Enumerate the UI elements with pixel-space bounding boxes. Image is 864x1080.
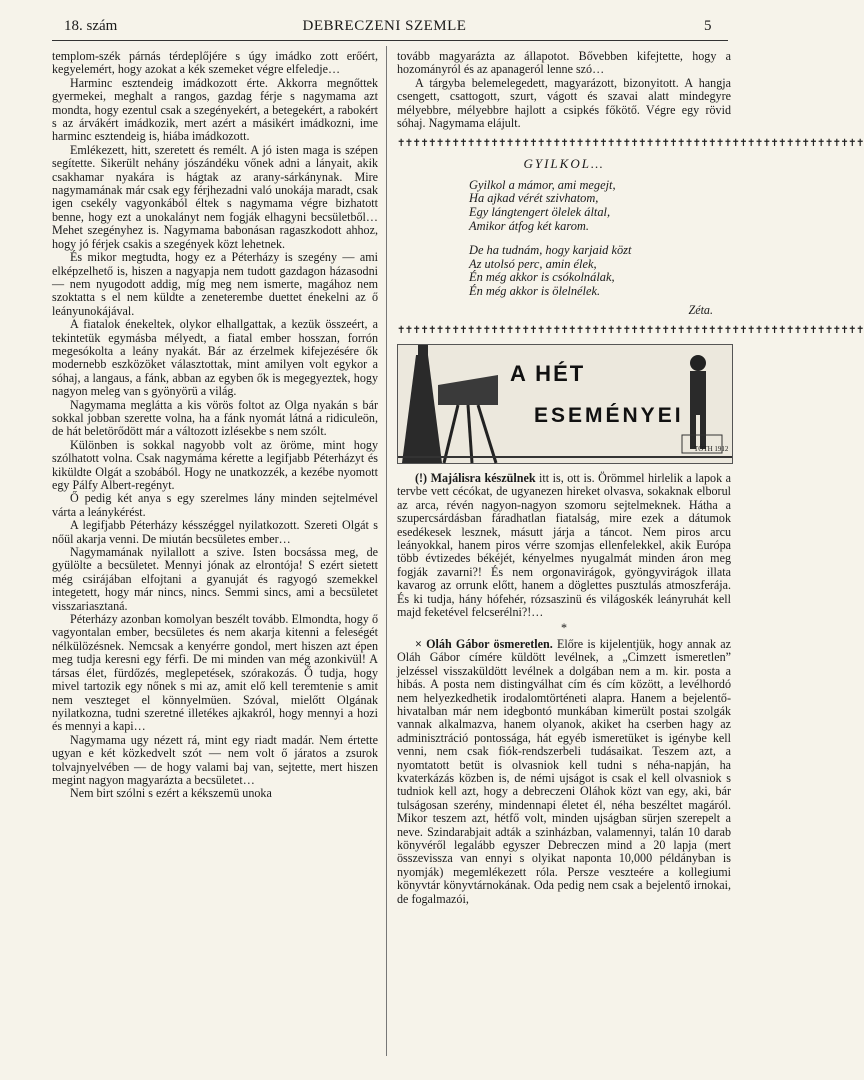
paragraph: Emlékezett, hitt, szeretett és remélt. A jó isten maga is szépen segítette. Sikerült nehány jószándéku vőnek adni a lányait, akik csakhamar nyakára is hágtak az arany-sárkánynak. Mire nagymamának már csak egy férjhezadni való unokája maradt, csak igen csekély vagyonkából éltek s nagymama végre bizhatott benne, hogy ezt a unokalányt nem fogják elhagyni becsületből… Mehet szegényhez is. Nagymama babonásan ragaszkodott ahhoz, hogy jó férjek csakis a szegények közt lehetnek. bbox=[52, 142, 378, 251]
poem-line: Gyilkol a mámor, ami megejt, bbox=[469, 177, 616, 192]
paragraph: Ő pedig két anya s egy szerelmes lány minden sejtelmével várta a leánykérést. bbox=[52, 491, 378, 519]
banner-title-line1: A HÉT bbox=[510, 361, 586, 386]
paragraph: A tárgyba belemelegedett, magyarázott, bizonyitott. A hangja csengett, csattogott, szurt, vágott és szavai alatt mindegyre mélyebbre, mélyebbre hajlott a csipkés főkötő. Végre egy rövid sóhaj. Nagymama elájult. bbox=[397, 75, 731, 131]
journal-title: DEBRECZENI SZEMLE bbox=[302, 18, 467, 34]
news-item bbox=[397, 472, 731, 619]
paragraph: Harminc esztendeig imádkozott érte. Akkorra megnőttek gyermekei, meghalt a rangos, gazdag férje s nagymama azt mondta, hogy ezentul csak a szegényekért, a betegekért, a rabokért s az árvákért imádkozik, mert azért a másikért imádkozni, ime harminc esztendeig is, hiába imádkozott. bbox=[52, 75, 378, 144]
news-body: Előre is kijelentjük, hogy annak az Oláh Gábor címére küldött levélnek, a „Cimzett ismeretlen” jelzéssel visszaküldött levélnek a dolgában nem a m. kir. posta a hibás. A posta nem distingválhat cím és cím között, a levélhordó nem helyezkedhetik irodalomtörténeti alapra. Hanem a bejelentő-hivatalban már nem idegbontó munkában kimerült postai szolgák vannak alkalmazva, hanem olyanok, akiket ha cserben hagy az adminisztráció pontossága, hát egyéb ismeretüket is igénybe kell venni, nem csak fiók-rendszerbeli tudásaikat. Teszem azt, a nyomtatott betüt is olvasniok kell tudni s néha-napján, ha kvaterkázás közben is, de némi ujságot is csak el kell olvasniok s tudniok kell azt, hogy a debreczeni Oláhok közt van egy, aki, bár tulságosan szerény, mindennapi életet él, néha beszéltet magáról. Mikor teszem azt, hétfő volt, minden ujságban sürjen szerepelt a neve. Szindarabjait adták a szinházban, valamennyi, talán 10 darab könyvéről legalább egyszer Debreczen mind a 20 lapja (mert összevissza van ennyi s olyikat naponta 10,000 példányban is nyomják) megemlékezett róla. Persze veszteére a kollegiumi könyvtár könyvtárnokának. Oda pedig nem csak a bejelentő irnokai, de fogalmazói, bbox=[397, 636, 731, 906]
ornamental-divider: ✝✝✝✝✝✝✝✝✝✝✝✝✝✝✝✝✝✝✝✝✝✝✝✝✝✝✝✝✝✝✝✝✝✝✝✝✝✝✝✝✝✝✝✝✝✝✝✝✝✝✝✝✝✝✝✝✝✝✝✝ bbox=[397, 138, 864, 150]
poem-line: Az utolsó perc, amin élek, bbox=[469, 256, 597, 271]
poem-line: Én még akkor is ölelnélek. bbox=[469, 284, 601, 298]
paragraph: Különben is sokkal nagyobb volt az öröme, mint hogy szólhatott volna. Csak nagymáma kérette a legifjabb Péterházyt és kiküldte Olgát a szobából. Hogy ne unatkozzék, a kezébe nyomott egy Pálfy Albert-regényt. bbox=[52, 437, 378, 492]
news-headline: (!) Majálisra készülnek bbox=[415, 471, 536, 485]
section-banner-illustration bbox=[397, 344, 733, 464]
poem-line: De ha tudnám, hogy karjaid közt bbox=[469, 243, 632, 258]
news-body: itt is, ott is. Örömmel hirlelik a lapok a tervbe vett cécókat, de ugyanezen hireket olvasva, sokaknak elborul az arca, révén nagyon-nagyon szomoru sejtelmeknek. Hátha a szupercsárdásban fáradhatlan fiatalság, mire ezek a dátumok esedékesek lesznek, másutt járja a táncot. Nem piros arcu leányokkal, hanem piros vérre szomjas ellenfelekkel, akik Európa több évtizedes békéjét, kényelmes nyugalmát minden áron meg fogják zavarni?! És nem orgonavirágok, gyöngyvirágok illata kavarog az orrunk előtt, hanem a döglettes pusztulás atmoszferája. És ki tudja, hány hófehér, rózsaszinü és világoskék leányruhát kell majd feketével felcserélni?!… bbox=[397, 471, 731, 620]
paragraph: A legifjabb Péterházy késszéggel nyilatkozott. Szereti Olgát s nőül akarja venni. De miután becsületes ember… bbox=[52, 518, 378, 546]
page-header bbox=[0, 0, 769, 44]
figure-head bbox=[690, 355, 706, 371]
poem-stanza bbox=[469, 244, 731, 298]
figure-body bbox=[690, 371, 706, 415]
news-headline: × Oláh Gábor ösmeretlen. bbox=[415, 636, 553, 651]
paragraph: Nagymama ugy nézett rá, mint egy riadt madár. Nem értette ugyan e két közkedvelt szót — nem volt ő járatos a zsurok tolvajnyelvében — de hogy valami baj van, sejtette, mert hiszen megint nagyon magyarázta a becsületet… bbox=[52, 732, 378, 787]
news-item bbox=[397, 638, 731, 906]
page-number: 5 bbox=[704, 18, 712, 34]
column-divider bbox=[386, 46, 387, 1056]
poem-line: Egy lángtengert ölelek által, bbox=[469, 205, 611, 220]
poem-line: Ha ajkad vérét szivhatom, bbox=[469, 191, 599, 206]
tower-top bbox=[418, 345, 428, 359]
paragraph: A fiatalok énekeltek, olykor elhallgattak, a kezük összeért, a tekintetük egymásba mélyedt, a fiatal ember hosszan, forrón megesókolta a leány nyakát. Bár az érzelmek kifejezésére ők modernebb eszközöket választottak, mint amilyen volt egykor a sóhaj, a langaus, a fánk, abban az egyben ők is megegyeztek, hogy nagyon meleg van s gyönyörü a világ. bbox=[52, 317, 378, 399]
banner-title-line2: ESEMÉNYEI bbox=[534, 404, 684, 427]
paragraph: Nagymamának nyilallott a szive. Isten bocsássa meg, de gyülölte a becsületet. Mennyi jónak az elrontója! S ezért sietett még csirájában elfojtani a gyanuját és ragyogó szemekkel integetett, hogy már nincs, nincs. Semmi sincs, ami a becsületet visszariasztaná. bbox=[52, 545, 378, 613]
banner-signature: TÓTH 1912 bbox=[694, 445, 729, 453]
poem-line: Én még akkor is csókolnálak, bbox=[469, 270, 615, 285]
ornamental-divider: ✝✝✝✝✝✝✝✝✝✝✝✝✝✝✝✝✝✝✝✝✝✝✝✝✝✝✝✝✝✝✝✝✝✝✝✝✝✝✝✝✝✝✝✝✝✝✝✝✝✝✝✝✝✝✝✝✝✝✝✝ bbox=[397, 325, 864, 336]
poem-title: GYILKOL… bbox=[523, 156, 605, 172]
paragraph: Nem birt szólni s ezért a kékszemü unoka bbox=[70, 786, 272, 801]
right-column bbox=[397, 49, 864, 1060]
poem bbox=[469, 179, 731, 299]
asterisk-separator: * bbox=[560, 621, 568, 636]
left-column bbox=[52, 50, 378, 1060]
paragraph: templom-szék párnás térdeplőjére s úgy imádko zott erőért, kegyelemért, hogy azokat a kék szemeket végre elfeledje… bbox=[52, 49, 378, 77]
poem-line: Amikor átfog két karom. bbox=[469, 218, 589, 233]
paragraph: És mikor megtudta, hogy ez a Péterházy is szegény — ami elképzelhető is, hiszen a nagyapja nem tudott gazdagon házasodni — nem nyugodott addig, míg meg nem ismerte, magához nem szoktatta s el nem küldte a zeneterembe duettet énekelni az ő leányunokájával. bbox=[52, 250, 378, 318]
header-rule bbox=[52, 40, 728, 41]
poem-author: Zéta. bbox=[688, 302, 713, 317]
paragraph: Péterházy azonban komolyan beszélt tovább. Elmondta, hogy ő vagyontalan ember, becsületes és nem akarja kitenni a feleségét nélkülözésnek. Nemcsak a kenyérre gondol, mert hiszen azt épen meg tudja keresni egy férfi. De mi minden van még azonkivül! A társas élet, fürdőzés, meglepetések, szórakozás. Ő tudja, hogy mivel tartozik egy nőnek s mi az, amit elő kell teremtenie s amit nem veszteget el könnyelmüen. Szóval, mielőtt Olgának nyilatkozna, tudni szeretné illetékes ajkakról, hogy mennyi a hozi és mennyi a kapi… bbox=[52, 612, 378, 734]
poem-stanza bbox=[469, 179, 731, 233]
paragraph: Nagymama meglátta a kis vörös foltot az Olga nyakán s bár sokkal jobban szerette volna, ha a fánk nyomát látná a ridiculeön, de hát beletörődött már a változott izlésekbe s nem szólt. bbox=[52, 397, 378, 439]
paragraph: tovább magyarázta az állapotot. Bővebben kifejtette, hogy a hozományról és az apanageról lenne szó… bbox=[397, 49, 731, 77]
issue-number: 18. szám bbox=[64, 18, 118, 34]
